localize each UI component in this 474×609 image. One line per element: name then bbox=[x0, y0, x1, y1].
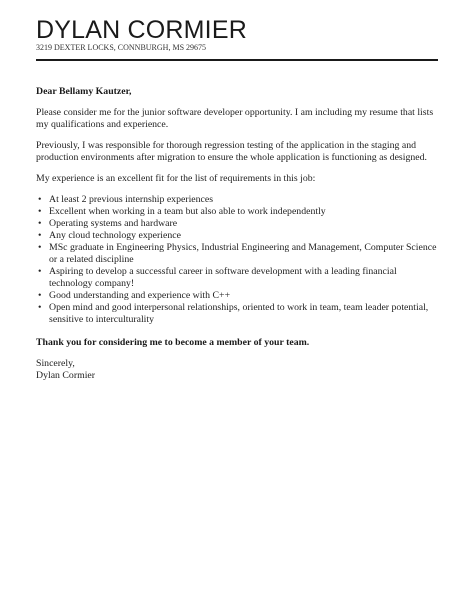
list-item-text: At least 2 previous internship experiences bbox=[49, 194, 214, 205]
list-item bbox=[38, 194, 438, 206]
signoff: Sincerely, bbox=[36, 358, 75, 369]
paragraph-experience: Previously, I was responsible for thorough regression testing of the application in the staging and production environments after migration to ensure the whole application is functioning as designed. bbox=[36, 140, 427, 163]
list-item-text: Operating systems and hardware bbox=[49, 218, 178, 229]
bullet-icon: • bbox=[38, 206, 42, 217]
letter-body bbox=[36, 86, 438, 382]
list-item-text: Excellent when working in a team but also able to work independently bbox=[49, 206, 326, 217]
requirements-list bbox=[36, 194, 438, 326]
list-item-text: Good understanding and experience with C++ bbox=[49, 290, 231, 301]
list-item bbox=[38, 218, 438, 230]
bullet-icon: • bbox=[38, 242, 42, 253]
signature-name: Dylan Cormier bbox=[36, 370, 96, 381]
bullet-icon: • bbox=[38, 218, 42, 229]
bullet-icon: • bbox=[38, 230, 42, 241]
bullet-icon: • bbox=[38, 266, 42, 277]
paragraph-intro: Please consider me for the junior software developer opportunity. I am including my resume that lists my qualifications and experience. bbox=[36, 107, 434, 130]
list-item-text: MSc graduate in Engineering Physics, Industrial Engineering and Management, Computer Science or a related discipline bbox=[49, 242, 437, 265]
bullet-icon: • bbox=[38, 194, 42, 205]
list-item-text: Any cloud technology experience bbox=[49, 230, 181, 241]
bullet-icon: • bbox=[38, 302, 42, 313]
salutation: Dear Bellamy Kautzer, bbox=[36, 86, 132, 97]
applicant-name: DYLAN CORMIER bbox=[36, 16, 247, 44]
list-item bbox=[38, 266, 438, 290]
list-item bbox=[38, 302, 438, 326]
bullet-icon: • bbox=[38, 290, 42, 301]
paragraph-fit: My experience is an excellent fit for the list of requirements in this job: bbox=[36, 173, 316, 184]
list-item bbox=[38, 206, 438, 218]
applicant-address: 3219 DEXTER LOCKS, CONNBURGH, MS 29675 bbox=[36, 43, 207, 52]
closing-statement: Thank you for considering me to become a member of your team. bbox=[36, 337, 310, 348]
list-item-text: Open mind and good interpersonal relationships, oriented to work in team, team leader potential, sensitive to interculturality bbox=[49, 302, 429, 325]
list-item bbox=[38, 290, 438, 302]
list-item-text: Aspiring to develop a successful career in software development with a leading financial technology company! bbox=[49, 266, 397, 289]
list-item bbox=[38, 242, 438, 266]
list-item bbox=[38, 230, 438, 242]
header-divider bbox=[36, 59, 438, 61]
